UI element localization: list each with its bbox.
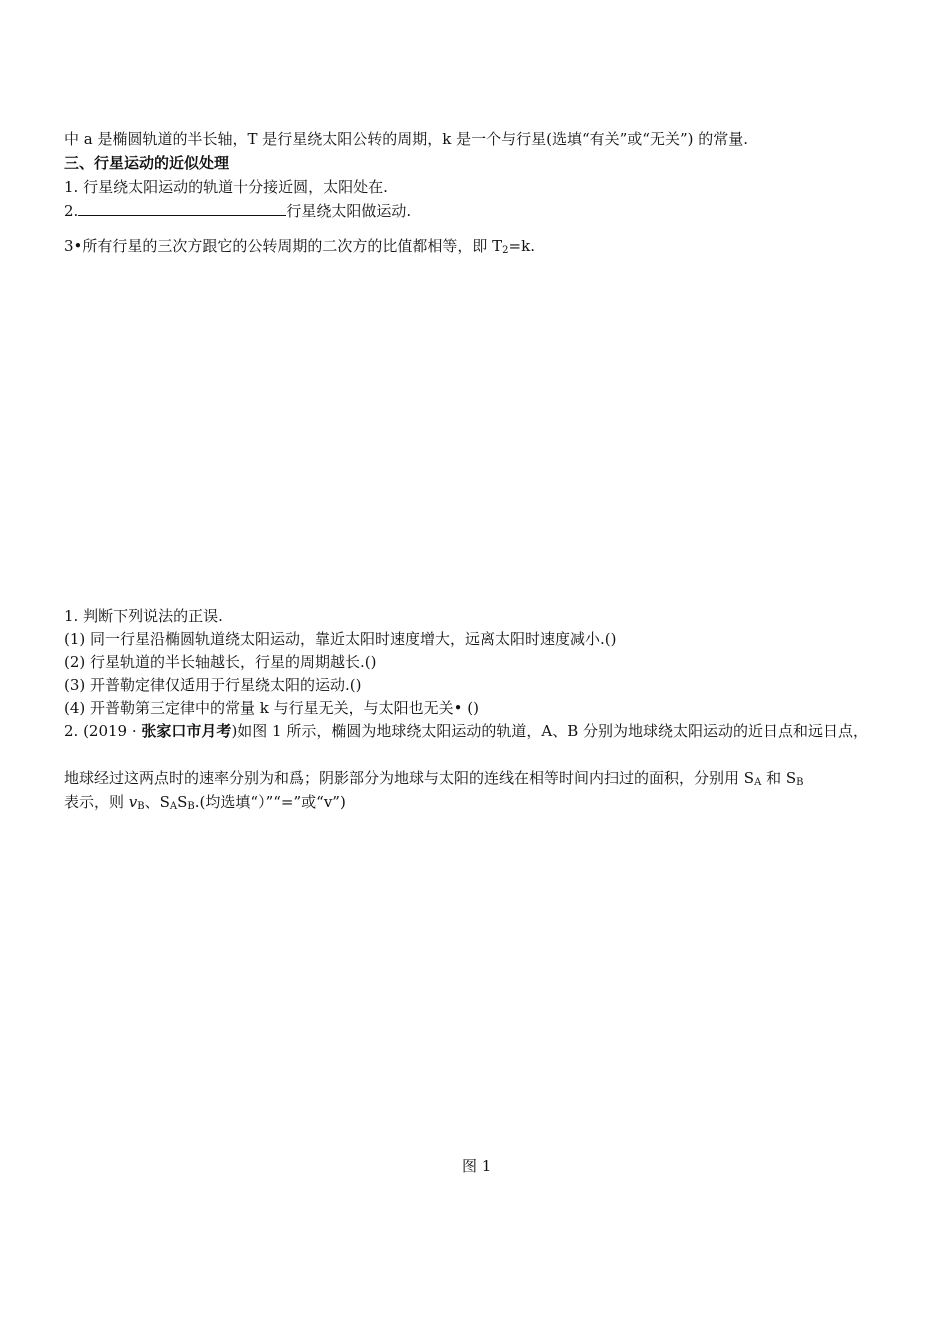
section3-item-3-prefix: 3•所有行星的三次方跟它的公转周期的二次方的比值都相等，即 T — [64, 237, 503, 255]
exercise1-item-1: (1) 同一行星沿椭圆轨道绕太阳运动，靠近太阳时速度增大，远离太阳时速度减小.() — [64, 630, 617, 648]
section3-item-2-prefix: 2. — [64, 202, 79, 220]
exercise2-source: 张家口市月考 — [141, 722, 232, 740]
section3-item-3 — [64, 236, 535, 256]
exercise2-line-3-sub-b2: B — [187, 801, 195, 812]
exercise2-line-3-c: S — [177, 793, 188, 811]
fill-in-blank — [78, 201, 286, 216]
section3-item-3-subscript: 2 — [502, 245, 509, 256]
exercise1-item-4: (4) 开普勒第三定律中的常量 k 与行星无关，与太阳也无关• () — [64, 699, 479, 717]
exercise2-line-3-d: .(均选填“）”“=”或“v”) — [194, 793, 346, 811]
section3-item-3-suffix: =k. — [508, 237, 535, 255]
section3-heading: 三、行星运动的近似处理 — [64, 154, 230, 172]
exercise2-line-3-sub-b: B — [137, 801, 145, 812]
section3-item-2 — [64, 201, 411, 221]
exercise1-item-2: (2) 行星轨道的半长轴越长，行星的周期越长.() — [64, 653, 377, 671]
section2-tail-text: 中 a 是椭圆轨道的半长轴，T 是行星绕太阳公转的周期，k 是一个与行星(选填“有关”或“无关”) 的常量. — [64, 130, 749, 148]
exercise2-line-3-b: 、S — [144, 793, 170, 811]
exercise1-item-3: (3) 开普勒定律仅适用于行星绕太阳的运动.() — [64, 676, 362, 694]
figure-caption: 图 1 — [462, 1157, 492, 1175]
exercise2-prefix: 2. (2019 · — [64, 722, 142, 740]
exercise1-title: 1. 判断下列说法的正误. — [64, 607, 223, 625]
exercise2-line-3-a: 表示，则 — [64, 793, 129, 811]
exercise2-line-1 — [64, 721, 889, 741]
exercise2-line-2-b: 和 S — [761, 769, 797, 787]
exercise2-line-3-sub-a2: A — [169, 801, 178, 812]
exercise2-line-1-rest: )如图 1 所示，椭圆为地球绕太阳运动的轨道，A、B 分别为地球绕太阳运动的近日点和远日点， — [231, 722, 868, 740]
exercise2-line-2-sub-a: A — [754, 777, 762, 788]
exercise2-line-3-v: v — [128, 793, 138, 811]
exercise2-line-2-a: 地球经过这两点时的速率分别为和爲；阴影部分为地球与太阳的连线在相等时间内扫过的面积，分别用 S — [64, 769, 755, 787]
exercise2-line-3 — [64, 792, 346, 812]
exercise2-line-2-sub-b: B — [796, 777, 804, 788]
section3-item-1: 1. 行星绕太阳运动的轨道十分接近圆，太阳处在. — [64, 178, 388, 196]
section3-item-2-suffix: 行星绕太阳做运动. — [286, 202, 412, 220]
exercise2-line-2 — [64, 768, 803, 788]
